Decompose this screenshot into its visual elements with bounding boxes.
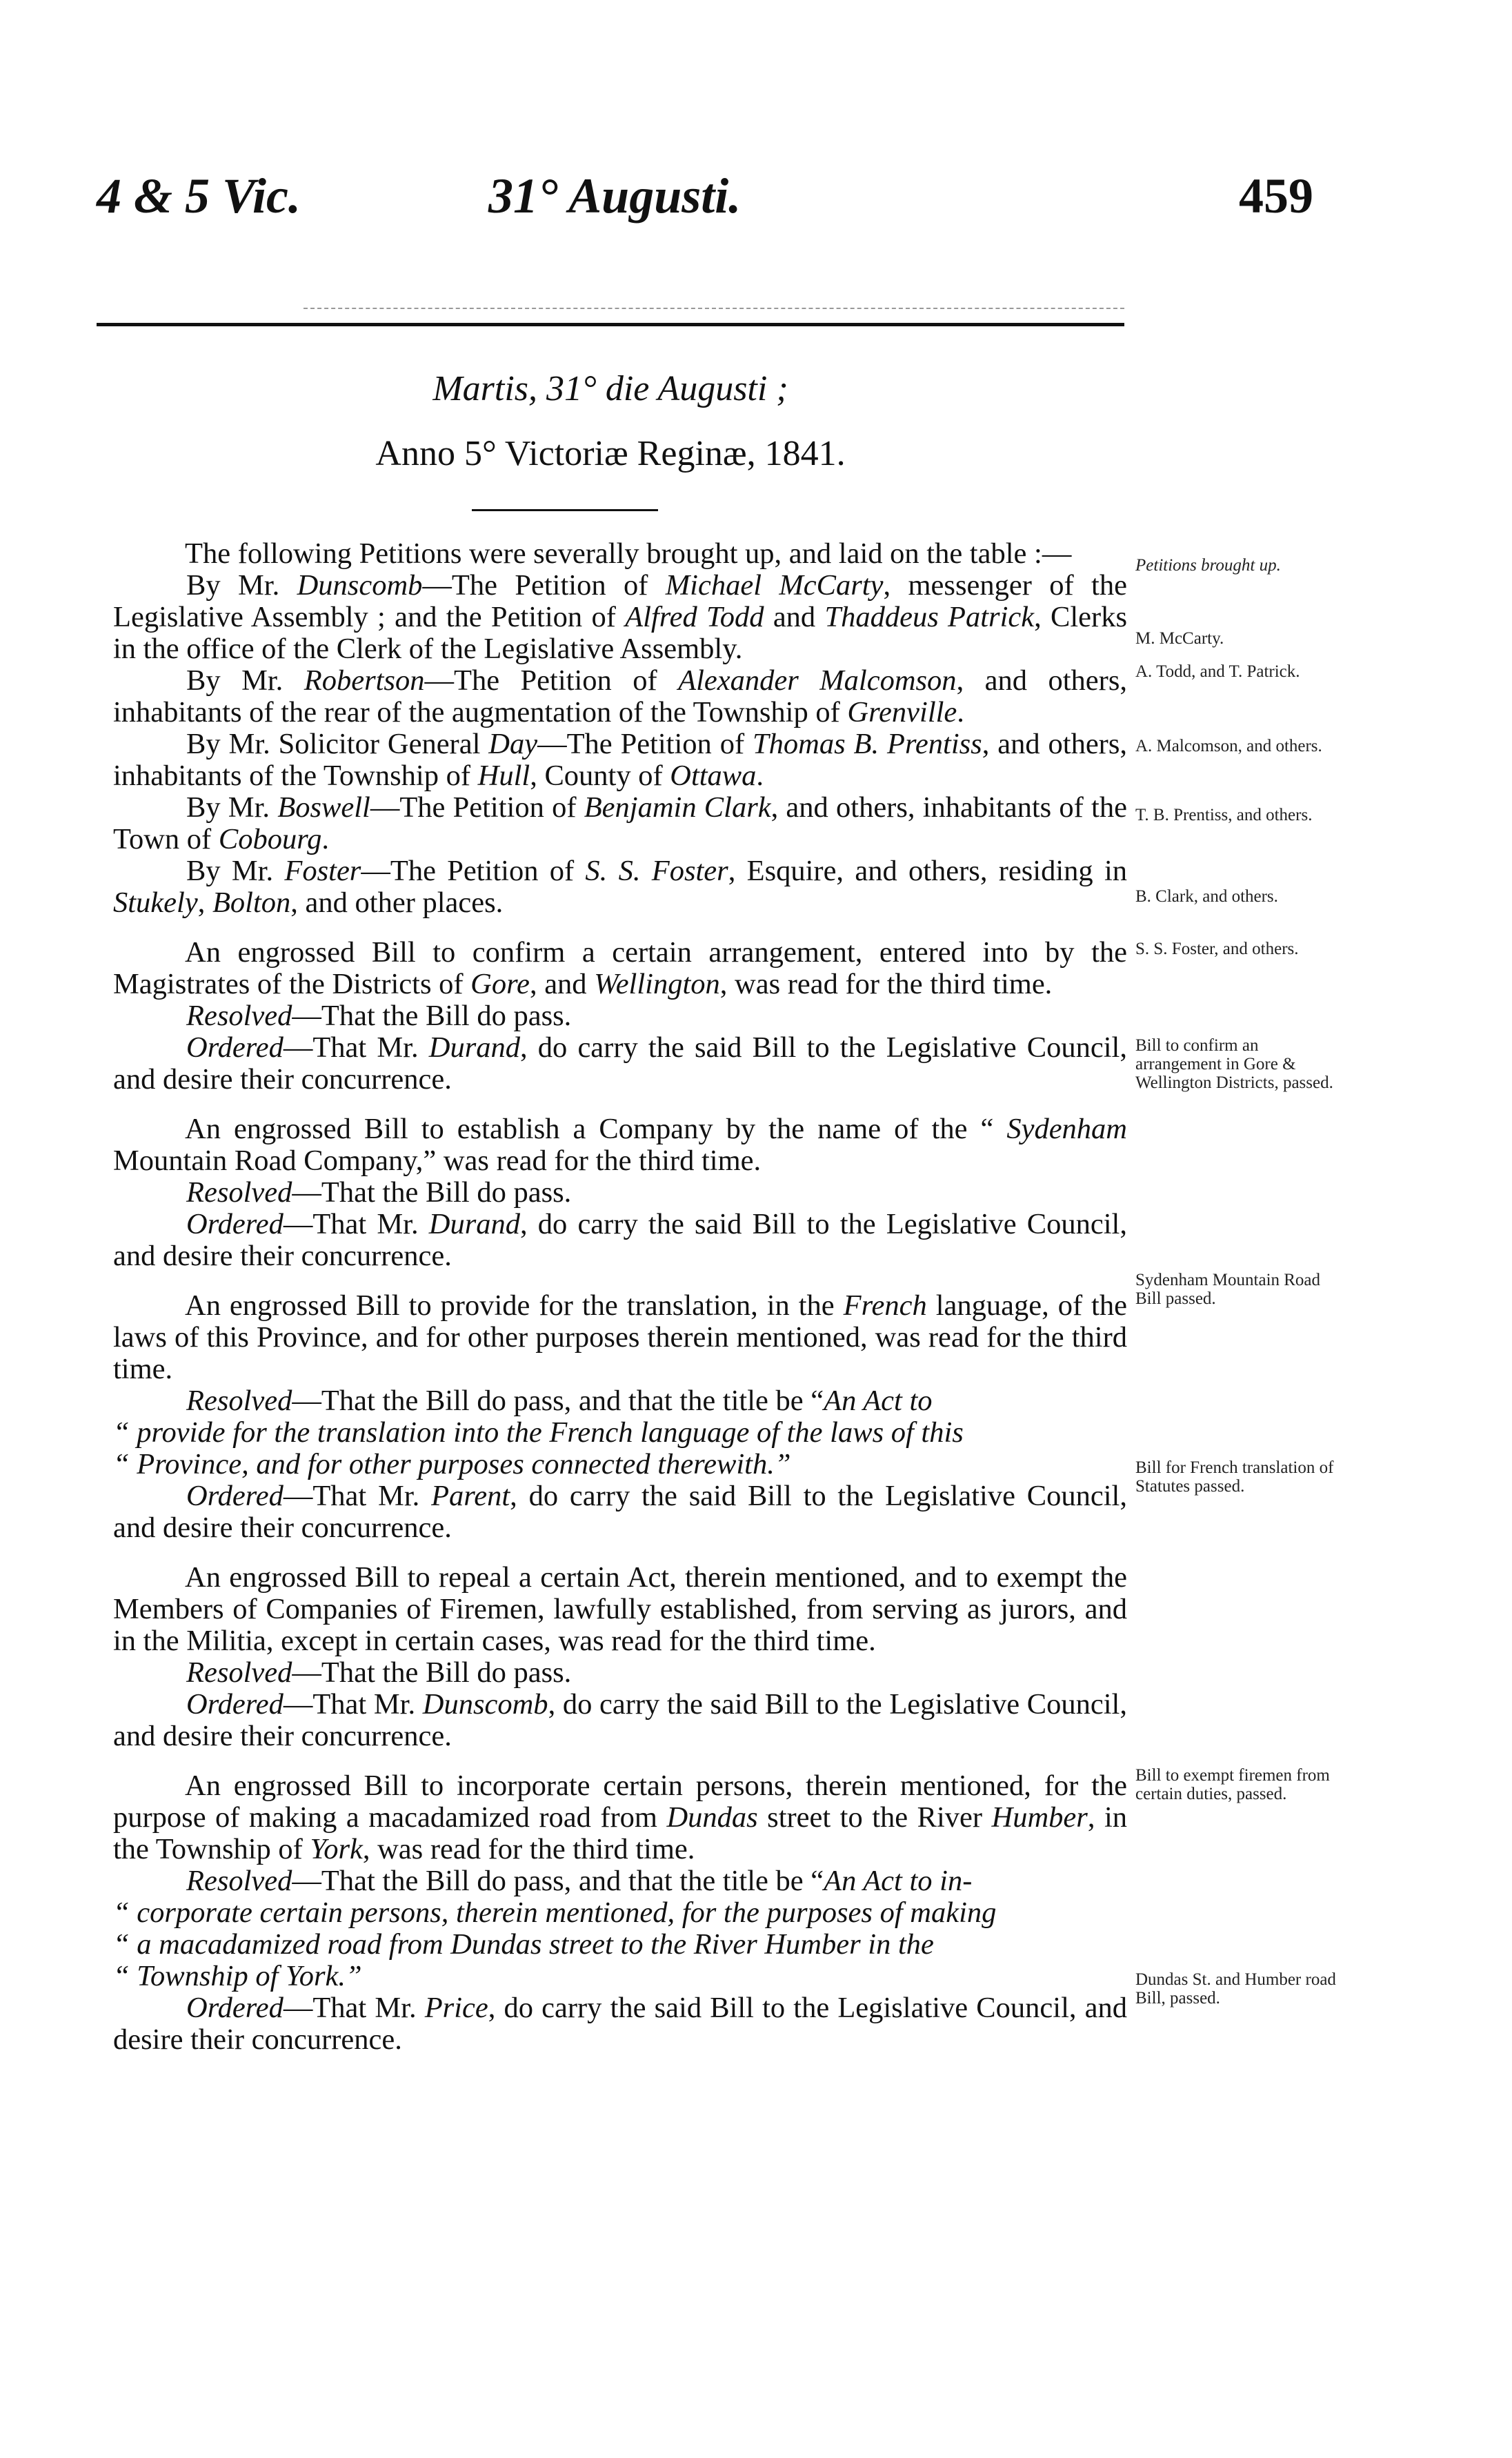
petition-entry: By Mr. Boswell—The Petition of Benjamin Clark, and others, inhabitants of the Town of Cobourg. bbox=[113, 791, 1127, 855]
margin-note-todd: A. Todd, and T. Patrick. bbox=[1135, 662, 1300, 681]
header-rule bbox=[97, 323, 1124, 326]
petition-entry: By Mr. Foster—The Petition of S. S. Foster, Esquire, and others, residing in Stukely, Bolton, and other places. bbox=[113, 855, 1128, 919]
bill-dundas-humber-road: An engrossed Bill to incorporate certain persons, therein mentioned, for the purpose of making a macadamized road from Dundas street to the River Humber, in the Township of York, was read for the third time. bbox=[113, 1770, 1127, 1865]
bill-resolution: Resolved—That the Bill do pass. bbox=[186, 1000, 572, 1032]
bill-gore-wellington: An engrossed Bill to confirm a certain arrangement, entered into by the Magistrates of the Districts of Gore, and Wellington, was read for the third time. bbox=[113, 936, 1127, 1000]
margin-note-malcomson: A. Malcomson, and others. bbox=[1135, 737, 1322, 755]
page-number: 459 bbox=[1239, 168, 1313, 224]
petition-entry: By Mr. Robertson—The Petition of Alexander Malcomson, and others, inhabitants of the rear of the augmentation of the Township of Grenville. bbox=[113, 664, 1127, 729]
bill-title-line: “ Township of York.” bbox=[113, 1960, 362, 1992]
petitions-intro: The following Petitions were severally brought up, and laid on the table :— bbox=[185, 537, 1072, 570]
petition-entry: By Mr. Dunscomb—The Petition of Michael McCarty, messenger of the Legislative Assembly ; and the Petition of Alfred Todd and Thaddeus Patrick, Clerks in the office of the Clerk of the Legislative Assembly. bbox=[113, 569, 1127, 665]
bill-title-line: “ corporate certain persons, therein mentioned, for the purposes of making bbox=[113, 1896, 997, 1929]
margin-note-dundas: Dundas St. and Humber road Bill, passed. bbox=[1135, 1970, 1336, 2008]
bill-resolution: Resolved—That the Bill do pass, and that the title be “An Act to in- bbox=[186, 1865, 973, 1897]
bill-order: Ordered—That Mr. Price, do carry the said Bill to the Legislative Council, and desire their concurrence. bbox=[113, 1992, 1127, 2056]
header-regnal-year: 4 & 5 Vic. bbox=[97, 168, 301, 224]
bill-order: Ordered—That Mr. Durand, do carry the said Bill to the Legislative Council, and desire their concurrence. bbox=[113, 1208, 1127, 1272]
journal-body bbox=[113, 538, 1127, 2056]
bill-order: Ordered—That Mr. Durand, do carry the said Bill to the Legislative Council, and desire their concurrence. bbox=[113, 1031, 1127, 1096]
bill-order: Ordered—That Mr. Parent, do carry the said Bill to the Legislative Council, and desire their concurrence. bbox=[113, 1480, 1127, 1544]
bill-title-line: “ Province, and for other purposes connected therewith.” bbox=[113, 1448, 791, 1480]
margin-note-french: Bill for French translation of Statutes passed. bbox=[1135, 1458, 1334, 1496]
bill-resolution: Resolved—That the Bill do pass. bbox=[186, 1176, 572, 1209]
margin-note-mccarty: M. McCarty. bbox=[1135, 629, 1224, 648]
bill-resolution: Resolved—That the Bill do pass. bbox=[186, 1656, 572, 1689]
header-date: 31° Augusti. bbox=[488, 168, 742, 224]
bill-order: Ordered—That Mr. Dunscomb, do carry the said Bill to the Legislative Council, and desire their concurrence. bbox=[113, 1688, 1127, 1752]
petition-entry: By Mr. Solicitor General Day—The Petition of Thomas B. Prentiss, and others, inhabitants of the Township of Hull, County of Ottawa. bbox=[113, 728, 1128, 792]
sitting-year-title: Anno 5° Victoriæ Reginæ, 1841. bbox=[375, 434, 846, 473]
bill-sydenham-road: An engrossed Bill to establish a Company by the name of the “ Sydenham Mountain Road Company,” was read for the third time. bbox=[113, 1113, 1127, 1177]
bill-title-line: “ a macadamized road from Dundas street to the River Humber in the bbox=[113, 1928, 934, 1961]
bill-french-translation: An engrossed Bill to provide for the translation, in the French language, of the laws of this Province, and for other purposes therein mentioned, was read for the third time. bbox=[113, 1289, 1127, 1385]
bill-firemen-exemption: An engrossed Bill to repeal a certain Act, therein mentioned, and to exempt the Members of Companies of Firemen, lawfully established, from serving as jurors, and in the Militia, except in certain cases, was read for the third time. bbox=[113, 1561, 1127, 1657]
margin-note-prentiss: T. B. Prentiss, and others. bbox=[1135, 806, 1313, 824]
margin-note-foster: S. S. Foster, and others. bbox=[1135, 940, 1299, 958]
margin-note-clark: B. Clark, and others. bbox=[1135, 887, 1278, 906]
margin-note-gore: Bill to confirm an arrangement in Gore & Wellington Districts, passed. bbox=[1135, 1036, 1333, 1092]
sitting-day-title: Martis, 31° die Augusti ; bbox=[432, 369, 788, 408]
margin-note-firemen: Bill to exempt firemen from certain duties, passed. bbox=[1135, 1766, 1330, 1803]
bill-title-line: “ provide for the translation into the French language of the laws of this bbox=[113, 1416, 964, 1449]
title-rule bbox=[472, 509, 658, 511]
bill-resolution: Resolved—That the Bill do pass, and that the title be “An Act to bbox=[186, 1385, 933, 1417]
margin-note-sydenham: Sydenham Mountain Road Bill passed. bbox=[1135, 1271, 1321, 1308]
margin-note-petitions: Petitions brought up. bbox=[1135, 556, 1281, 575]
header-faint-rule bbox=[304, 308, 1124, 309]
